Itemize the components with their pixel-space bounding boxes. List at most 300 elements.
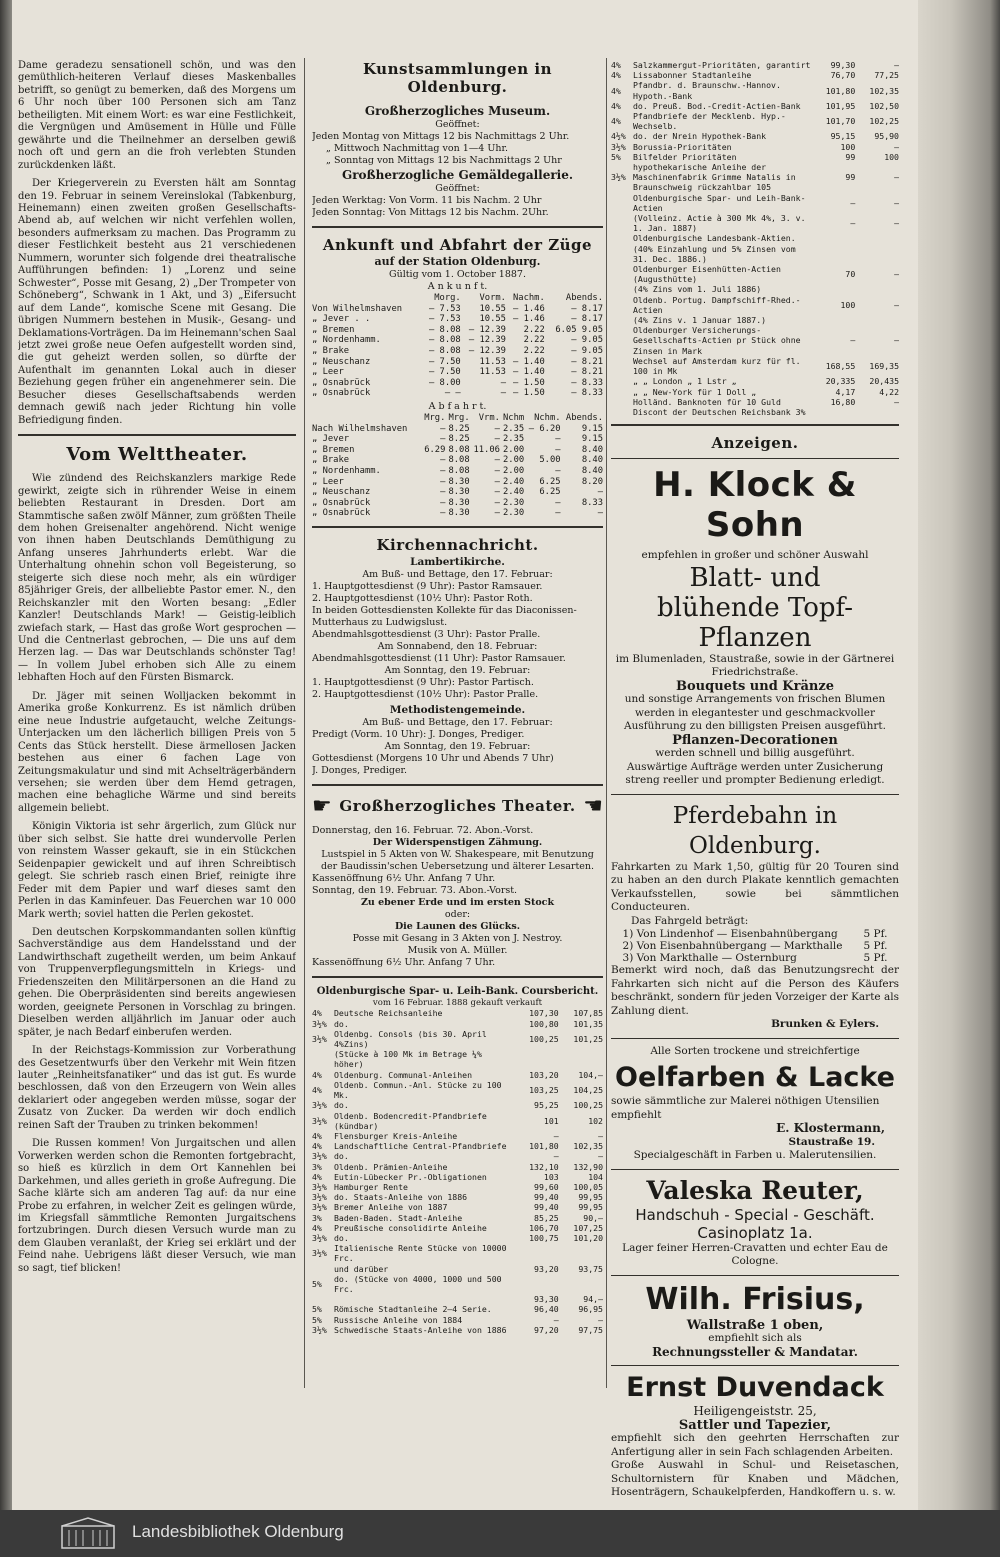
column-1 — [18, 60, 296, 1281]
table-cell: — — [494, 487, 500, 498]
exchange-row — [312, 1182, 603, 1192]
table-cell: — — [850, 197, 856, 208]
exchange-row — [611, 284, 899, 294]
fare-row — [623, 940, 888, 952]
table-cell: 4,17 — [835, 386, 856, 397]
table-cell: — 12.39 — [468, 345, 506, 356]
table-cell: „ Brake — [312, 345, 350, 356]
table-cell: Pfandbriefe der Mecklenb. Hyp.-Wechselb. — [633, 111, 786, 132]
table-cell: Hamburger Rente — [334, 1181, 408, 1192]
table-cell: 3½% — [312, 1324, 327, 1335]
table-cell: 4% — [312, 1084, 322, 1095]
exchange-row — [312, 1008, 603, 1018]
table-cell: 99,95 — [578, 1192, 603, 1203]
ad-klock-line: und sonstige Arrangements von frischen Blumen werden in elegantester und geschmackvoller Ausführung zu den billigsten Preisen ausgeführt. — [624, 693, 886, 733]
table-cell: „ Neuschanz — [312, 487, 371, 498]
table-cell: Salzkammergut-Prioritäten, garantirt — [633, 60, 811, 70]
table-cell: Preußische consolidirte Anleihe — [334, 1222, 487, 1233]
ad-duvendack-heading: Ernst Duvendack — [626, 1372, 884, 1404]
table-cell: 1) Von Lindenhof — Eisenbahnübergang — [622, 928, 838, 941]
table-cell: Oldenb. Prämien-Anleihe — [334, 1161, 448, 1172]
table-cell: — 7.53 — [428, 303, 461, 314]
lamberti-heading: Lambertikirche. — [410, 555, 505, 568]
table-cell: 8.30 — [448, 487, 470, 498]
museum-heading: Großherzogliches Museum. — [364, 104, 551, 118]
table-cell — [514, 1049, 558, 1069]
exchange-row — [611, 244, 899, 264]
text-line: Am Buß- und Bettage, den 17. Februar: — [362, 716, 553, 728]
exchange-row — [312, 1304, 603, 1314]
table-cell: 107,25 — [573, 1222, 603, 1233]
text-line: Die Launen des Glücks. — [394, 920, 521, 932]
table-cell: 101,70 — [825, 116, 856, 127]
table-cell: 3½% — [312, 1232, 327, 1243]
exchange-row — [312, 1315, 603, 1325]
table-cell: 76,70 — [830, 70, 856, 81]
table-cell — [611, 315, 633, 325]
table-cell: 4,22 — [879, 386, 899, 397]
table-cell — [611, 264, 633, 284]
table-cell: 90,— — [583, 1212, 603, 1223]
text-line: oder: — [444, 908, 471, 920]
fare-row — [623, 928, 888, 940]
table-cell: 3% — [312, 1212, 322, 1223]
ad-frisius-line: Wallstraße 1 oben, — [686, 1317, 824, 1333]
table-cell: — — [850, 335, 856, 346]
table-cell: 169,35 — [869, 360, 899, 371]
table-cell: Bilfelder Prioritäten — [633, 151, 737, 162]
ad-duvendack-line: empfiehlt sich den geehrten Herrschaften zur Anfertigung aller in sein Fach schlagenden Arbeiten. — [611, 1432, 899, 1458]
table-cell: „ Neuschanz — [312, 356, 371, 367]
ad-klock-line: im Blumenladen, Staustraße, sowie in der Gärtnerei Friedrichstraße. — [615, 652, 895, 679]
text-line: Lustspiel in 5 Akten von W. Shakespeare, mit Benutzung der Baudissin'schen Uebersetzung und älterer Lesarten. — [320, 848, 595, 872]
table-header — [312, 293, 422, 304]
table-cell — [334, 1294, 514, 1304]
ad-pferdebahn-heading: Pferdebahn in Oldenburg. — [672, 802, 838, 859]
table-cell: „ Osnabrück — [312, 377, 371, 388]
table-cell: 4% — [312, 1222, 322, 1233]
ad-pferdebahn-signature: Brunken & Eylers. — [771, 1018, 879, 1031]
fare-row — [623, 952, 888, 964]
ad-oel-line: Specialgeschäft in Farben u. Malerutensilien. — [633, 1149, 877, 1162]
kirchen-heading: Kirchennachricht. — [376, 535, 539, 554]
table-cell: 2.35 — [503, 434, 525, 445]
exchange-row — [312, 1192, 603, 1202]
table-cell — [855, 284, 899, 294]
table-cell: — — [440, 487, 446, 498]
table-cell — [611, 397, 633, 407]
table-cell — [514, 1243, 558, 1263]
table-cell: — 8.33 — [571, 377, 603, 388]
table-cell: — — [494, 508, 500, 519]
article-korps: Den deutschen Korpskommandanten sollen künftig Sachverständige aus dem Handelsstand und der Landwirthschaft zugetheilt werden, um beim Ankauf von Truppenverpflegungsmitteln in Kriegs- und Friedenszeiten den Militärpersonen an die Hand zu gehen. Die Oberpräsidenten sind bereits angewiesen worden, geeignete Personen in Vorschlag zu bringen. Dieselben werden alljährlich im Januar oder auch später, je nach Bedarf einberufen werden. — [18, 927, 296, 1038]
table-cell: Wechsel auf Amsterdam kurz für fl. 100 in Mk — [633, 355, 801, 377]
table-cell: 4% — [611, 60, 621, 70]
exchange-row — [611, 80, 899, 100]
section-heading-welttheater: Vom Welttheater. — [66, 444, 248, 466]
theater-heading: Großherzogliches Theater. — [339, 797, 576, 816]
text-line: Am Sonnabend, den 18. Februar: — [377, 640, 538, 652]
table-cell: — 8.17 — [571, 303, 603, 314]
exchange-row — [611, 295, 899, 315]
table-cell: 3½% — [312, 1100, 327, 1111]
exchange-row — [312, 1294, 603, 1304]
table-cell: Eutin-Lübecker Pr.-Obligationen — [334, 1171, 487, 1182]
table-cell: 99,40 — [534, 1202, 559, 1213]
table-header: Abends. — [565, 412, 603, 423]
table-cell: 3½% — [611, 172, 626, 183]
ad-valeska-heading: Valeska Reuter, — [646, 1175, 864, 1205]
table-cell: 102 — [588, 1115, 603, 1126]
table-cell: — 9.05 — [571, 335, 603, 346]
table-cell — [611, 295, 633, 315]
ad-frisius-line: Rechnungssteller & Mandatar. — [652, 1344, 858, 1359]
table-cell: 8.30 — [448, 476, 470, 487]
table-cell: 20,335 — [825, 376, 856, 387]
table-cell — [312, 1049, 334, 1069]
ad-frisius-heading: Wilh. Frisius, — [645, 1281, 865, 1317]
table-cell: 85,25 — [534, 1212, 559, 1223]
table-cell: 95,25 — [534, 1100, 559, 1111]
table-cell — [559, 1274, 603, 1294]
train-row — [312, 455, 603, 466]
table-cell: 5 Pf. — [863, 952, 888, 965]
table-cell: 2.22 — [523, 335, 545, 346]
table-cell: 11.53 — [479, 356, 506, 367]
table-cell: 100 — [884, 151, 899, 162]
kurs-heading: Oldenburgische Spar- u. Leih-Bank. Coursbericht. — [316, 985, 599, 997]
abfahrt-table — [312, 413, 603, 519]
text-line: Sonntag, den 19. Februar. 73. Abon.-Vorst. — [312, 884, 518, 896]
ad-klock-name: H. Klock & Sohn — [653, 465, 857, 546]
table-cell: — 7.50 — [428, 367, 461, 378]
table-cell: — — [894, 60, 899, 70]
train-row — [312, 434, 603, 445]
table-cell: — — [494, 465, 500, 476]
table-cell: „ Osnabrück — [312, 388, 371, 399]
kurs-table — [312, 1008, 603, 1335]
table-cell — [611, 325, 633, 356]
table-cell: „ Leer — [312, 476, 344, 487]
table-cell: Oldenburgische Landesbank-Aktien. — [633, 233, 796, 244]
table-cell: (4% Zins v. 1 Januar 1887.) — [633, 315, 767, 326]
table-cell: 97,75 — [578, 1324, 603, 1335]
table-cell: 2.35 — [503, 423, 525, 434]
table-cell: — — [553, 1151, 559, 1162]
table-cell: 8.25 — [448, 423, 470, 434]
table-cell: — — [555, 434, 561, 445]
exchange-row — [312, 1111, 603, 1131]
table-header: Abends. — [565, 293, 603, 303]
table-cell: 8.30 — [448, 497, 470, 508]
table-cell: Oldenbg. Consols (bis 30. April 4%Zins) — [334, 1028, 487, 1050]
table-cell: und darüber — [334, 1263, 389, 1274]
table-cell: 9.15 — [581, 434, 603, 445]
table-cell: — — [598, 1314, 603, 1325]
table-cell — [611, 193, 633, 213]
exchange-row — [611, 397, 899, 407]
table-cell: 104,— — [578, 1069, 603, 1080]
exchange-row — [312, 1080, 603, 1100]
exchange-row — [312, 1202, 603, 1212]
table-cell — [812, 284, 856, 294]
article-bismarck: Wie zündend des Reichskanzlers markige Rede gewirkt, zeigte sich in rührender Weise in einem beliebten Restaurant in Dresden. Dort am Stammtische saßen zwölf Männer, zum größten Theile dem hohen Greisenalter angehörend. Nicht wenige von ihnen haben Deutschlands Demüthigung zu Anfang unseres Jahrhunderts erlebt. War die Unterhaltung ohnehin schon voll Begeisterung, so steigerte sich diese noch mehr, als ein würdiger 85jähriger Greis, der allbeliebte Pastor emer. N., den Reichskanzler mit den Worten besang: „Edler Kanzler! Deutschlands Mark! — Geistig-leiblich zwiefach stark, — Hast das große Wort gesprochen — Und die Centnerlast gebrochen, — Die uns auf dem Herzen lag. — Das war Deutschlands schönster Tag! — In vollem Jubel erhoben sich Alle zu einem lebhaften Hoch auf den Fürsten Bismarck. — [18, 473, 296, 684]
table-cell: 10.55 — [479, 303, 506, 314]
table-cell: — — [555, 444, 561, 455]
table-cell: 168,55 — [825, 360, 856, 371]
table-cell: 132,10 — [529, 1161, 559, 1172]
table-cell: Oldenb. Bodencredit-Pfandbriefe (kündbar) — [334, 1110, 487, 1131]
table-cell: 93,75 — [578, 1263, 603, 1274]
table-cell: „ Leer — [312, 367, 344, 378]
table-cell: — — [494, 434, 500, 445]
methodisten-heading: Methodistengemeinde. — [389, 703, 526, 716]
ad-klock-line: blühende Topf-Pflanzen — [657, 592, 853, 653]
table-cell: 103,25 — [529, 1084, 559, 1095]
divider — [611, 1038, 899, 1039]
page-edge — [918, 0, 1000, 1510]
table-cell — [312, 1264, 334, 1274]
table-cell: 8.08 — [448, 455, 470, 466]
table-cell: 101,80 — [825, 85, 856, 96]
divider — [611, 794, 899, 795]
exchange-row — [611, 60, 899, 70]
table-cell: 99 — [845, 151, 856, 162]
museum-line: Jeden Montag von Mittags 12 bis Nachmittags 2 Uhr. — [312, 131, 570, 142]
table-header: Morg. — [434, 293, 461, 303]
table-cell: 6.25 — [539, 487, 561, 498]
article-jaeger: Dr. Jäger mit seinen Wolljacken bekommt in Amerika große Konkurrenz. Es ist nämlich drüben eine neue Industrie aufgetaucht, welche Zeitungs-Unterjacken um den lächerlich billigen Preis von 5 Cents das Stück herstellt. Diese ärmellosen Jacken bestehen aus einer 6 fachen Lage von Zeitungsmakulatur und sind mit Achselträgerbändern versehen; sie werden über dem Hemd getragen, machen eine behagliche Wärme und sind bereits allgemein beliebt. — [18, 690, 296, 814]
galerie-line: Jeden Werktag: Von Vorm. 11 bis Nachm. 2 Uhr — [312, 195, 542, 206]
table-cell: 2) Von Eisenbahnübergang — Markthalle — [622, 940, 843, 953]
exchange-row — [611, 264, 899, 284]
ad-oel-signature: E. Klostermann, — [776, 1121, 885, 1136]
ad-duvendack-line: Sattler und Tapezier, — [678, 1417, 832, 1433]
table-cell: — — [597, 487, 603, 498]
train-row — [312, 487, 603, 498]
table-cell: 2.00 — [503, 455, 525, 466]
table-cell: — — [894, 172, 899, 183]
table-cell — [611, 244, 633, 264]
table-cell — [611, 376, 633, 386]
kirchen-lines — [312, 569, 603, 701]
text-line: Kassenöffnung 6½ Uhr. Anfang 7 Uhr. — [312, 956, 496, 968]
table-cell: do. — [334, 1232, 349, 1243]
table-cell: — — [440, 508, 446, 519]
table-cell: — 8.08 — [428, 324, 461, 335]
table-cell: 99 — [845, 172, 856, 183]
table-cell: — — [500, 377, 506, 388]
train-row — [312, 335, 603, 346]
table-cell: 4% — [312, 1141, 322, 1152]
table-cell: 20,435 — [869, 376, 899, 387]
table-cell: 4% — [312, 1171, 322, 1182]
table-cell: 2.40 — [503, 487, 525, 498]
table-cell: 4% — [611, 100, 621, 111]
table-cell: „ Nordenhamm. — [312, 465, 381, 476]
exchange-row — [611, 213, 899, 233]
table-cell: Oldenburgische Spar- und Leih-Bank-Actien — [633, 192, 806, 213]
table-cell: 4% — [611, 85, 621, 96]
table-cell: do. Preuß. Bod.-Credit-Actien-Bank — [633, 100, 801, 111]
table-cell: 132,90 — [573, 1161, 603, 1172]
table-cell: 102,35 — [573, 1141, 603, 1152]
table-cell: — 7.53 — [428, 314, 461, 325]
table-cell: 4% — [611, 116, 621, 127]
table-cell: Nach Wilhelmshaven — [312, 423, 408, 434]
table-cell: 5% — [611, 151, 621, 162]
table-cell: 77,25 — [874, 70, 899, 81]
divider — [312, 976, 603, 978]
table-cell: — 1.46 — [513, 303, 545, 314]
abfahrt-heading: A b f a h r t. — [428, 400, 487, 412]
table-cell: „ „ London „ 1 Lstr „ — [633, 376, 737, 387]
pointing-hand-icon: ☚ — [583, 793, 603, 819]
ad-pferdebahn-note: Bemerkt wird noch, daß das Benutzungsrecht der Fahrkarten sich nicht auf die Person des Käufers beschränkt, sondern für jeden Vorzeiger der Karte als Zahlung dient. — [611, 964, 899, 1017]
table-header: Nchm — [503, 412, 525, 423]
table-cell: 101,80 — [529, 1141, 559, 1152]
table-cell: — — [440, 455, 446, 466]
table-cell: 100,75 — [529, 1232, 559, 1243]
ad-valeska-line: Handschuh - Special - Geschäft. — [635, 1205, 875, 1224]
table-cell — [611, 356, 633, 376]
table-cell: 95,15 — [830, 131, 856, 142]
text-line: J. Donges, Prediger. — [312, 764, 408, 776]
table-cell — [812, 244, 856, 264]
ad-oel-heading: Oelfarben & Lacke — [615, 1062, 895, 1094]
library-name: Landesbibliothek Oldenburg — [132, 1522, 344, 1541]
text-line: Am Buß- und Bettage, den 17. Februar: — [362, 568, 553, 580]
table-cell: do. — [334, 1151, 349, 1162]
table-cell: 106,70 — [529, 1222, 559, 1233]
table-cell: — — [500, 388, 506, 399]
table-cell: — — [850, 218, 856, 229]
column-rule — [606, 58, 607, 1388]
exchange-row — [312, 1274, 603, 1294]
table-cell: Italienische Rente Stücke von 10000 Frc. — [334, 1243, 507, 1264]
ad-duvendack-line: Heiligengeiststr. 25, — [693, 1404, 817, 1419]
ad-klock-line: Blatt- und — [689, 562, 821, 593]
table-cell: 97,20 — [534, 1324, 559, 1335]
table-cell: 4½% — [611, 131, 626, 142]
table-cell: 3½% — [312, 1115, 327, 1126]
table-cell: — 8.08 — [428, 345, 461, 356]
exchange-row — [611, 376, 899, 386]
ad-frisius-line: empfiehlt sich als — [708, 1332, 802, 1345]
table-cell: — — [555, 497, 561, 508]
exchange-row — [611, 315, 899, 325]
table-cell — [855, 315, 899, 325]
table-cell: 100 — [840, 299, 856, 310]
column-2 — [312, 60, 603, 1335]
table-cell: — — [553, 1314, 559, 1325]
table-cell: 3½% — [312, 1018, 327, 1029]
table-cell: 94,— — [583, 1294, 603, 1305]
text-line: Donnerstag, den 16. Februar. 72. Abon.-Vorst. — [312, 824, 534, 836]
text-line: In beiden Gottesdiensten Kollekte für das Diaconissen-Mutterhaus zu Ludwigslust. — [312, 604, 577, 628]
exchange-row — [312, 1070, 603, 1080]
galerie-open-label: Geöffnet: — [435, 183, 480, 194]
table-cell: — 9.05 — [571, 345, 603, 356]
exchange-row — [312, 1172, 603, 1182]
table-header: Vrm. — [478, 412, 500, 423]
table-cell: — — [440, 476, 446, 487]
train-row — [312, 314, 603, 325]
table-cell: 5 Pf. — [863, 940, 888, 953]
table-cell: 8.30 — [448, 508, 470, 519]
exchange-row — [312, 1151, 603, 1161]
table-cell: 2.30 — [503, 508, 525, 519]
text-line: Musik von A. Müller. — [407, 944, 508, 956]
ad-oel-pre: Alle Sorten trockene und streichfertige — [650, 1044, 860, 1057]
exchange-row — [312, 1029, 603, 1049]
table-cell: Oldenb. Portug. Dampfschiff-Rhed.-Actien — [633, 294, 801, 315]
table-cell: Baden-Baden. Stadt-Anleihe — [334, 1212, 463, 1223]
table-cell: — — [440, 465, 446, 476]
table-cell: „ Bremen — [312, 324, 355, 335]
table-cell: Oldenb. Commun.-Anl. Stücke zu 100 Mk. — [334, 1079, 502, 1101]
book-spine — [0, 0, 12, 1510]
table-cell: 3½% — [312, 1202, 327, 1213]
article-wein: In der Reichstags-Kommission zur Vorberathung des Gesetzentwurfs über den Verkehr mit Wein fitzen lauter „Reinheitsfanatiker“ und das ist gut. Es wurde beschlossen, daß von den Erzeugern von Wein alles deklariert oder angegeben werden müsse, sogar der Zusatz von Zucker. Da werden wir doch endlich reinen Saft der Trauben zu trinken bekommen! — [18, 1045, 296, 1131]
table-cell: 11.53 — [479, 367, 506, 378]
exchange-row — [312, 1233, 603, 1243]
text-line: Am Sonntag, den 19. Februar: — [384, 664, 531, 676]
train-row — [312, 357, 603, 368]
exchange-row — [312, 1264, 603, 1274]
table-cell: 2.40 — [503, 476, 525, 487]
table-cell: 93,20 — [534, 1263, 559, 1274]
table-cell: — — [440, 434, 446, 445]
table-cell: 100,25 — [529, 1033, 559, 1044]
exchange-row — [611, 131, 899, 141]
train-row — [312, 325, 603, 336]
table-cell: Oldenburger Versicherungs-Gesellschafts-Actien pr Stück ohne Zinsen in Mark — [633, 325, 801, 356]
text-line: 1. Hauptgottesdienst (9 Uhr): Pastor Partisch. — [312, 676, 534, 688]
text-line: Predigt (Vorm. 10 Uhr): J. Donges, Prediger. — [312, 728, 525, 740]
table-cell: 2.00 — [503, 465, 525, 476]
table-cell: 103,20 — [529, 1069, 559, 1080]
table-cell: 8.40 — [581, 444, 603, 455]
table-cell: (4% Zins vom 1. Juli 1886) — [633, 284, 762, 295]
table-cell: — — [894, 218, 899, 229]
table-cell: — — [598, 1151, 603, 1162]
ad-klock-line: werden schnell und billig ausgeführt. — [655, 747, 855, 760]
divider — [611, 458, 899, 459]
table-cell: — — [894, 269, 899, 280]
table-cell: 99,95 — [578, 1202, 603, 1213]
ad-klock-line: Pflanzen-Decorationen — [672, 732, 838, 748]
table-cell — [611, 407, 633, 417]
exchange-row — [611, 356, 899, 376]
exchange-row — [611, 193, 899, 213]
table-cell: 6.25 — [539, 476, 561, 487]
table-cell — [812, 233, 856, 243]
table-cell: — 1.40 — [513, 367, 545, 378]
train-row — [312, 477, 603, 488]
table-cell: — — [894, 335, 899, 346]
table-cell: — 1.50 — [513, 388, 545, 399]
table-cell: do. — [334, 1018, 349, 1029]
table-cell: — 12.39 — [468, 335, 506, 346]
table-cell: „ Bremen — [312, 444, 355, 455]
table-cell: — 8.00 — [428, 377, 461, 388]
table-cell: 5% — [312, 1278, 322, 1289]
table-cell: 3) Von Markthalle — Osternburg — [622, 952, 797, 965]
table-cell — [855, 244, 899, 264]
table-cell: — — [494, 476, 500, 487]
table-cell: 99,60 — [534, 1181, 559, 1192]
